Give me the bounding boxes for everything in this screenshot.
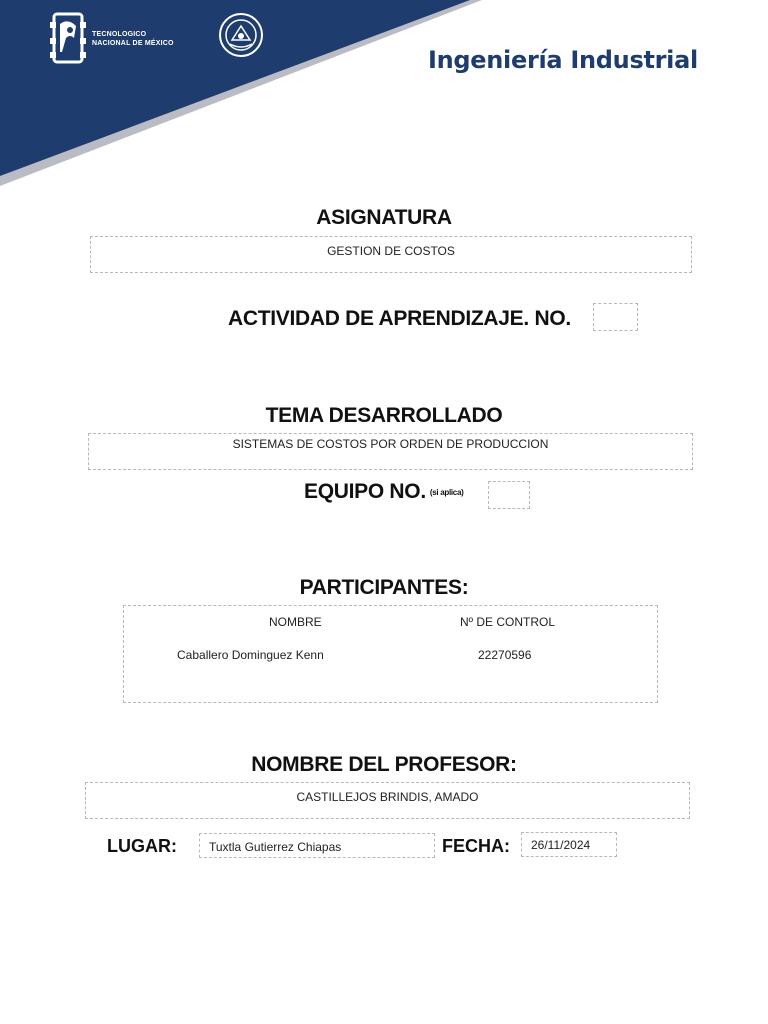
- participantes-heading: PARTICIPANTES:: [299, 576, 469, 599]
- asignatura-value: GESTION DE COSTOS: [327, 244, 455, 258]
- actividad-number-field[interactable]: [593, 303, 638, 331]
- asignatura-field[interactable]: [90, 236, 692, 273]
- institution-line-2: NACIONAL DE MÉXICO: [92, 40, 174, 47]
- tema-heading: TEMA DESARROLLADO: [265, 404, 503, 427]
- institution-name: [92, 30, 174, 48]
- lugar-value: Tuxtla Gutierrez Chiapas: [209, 840, 342, 854]
- participant-name: Caballero Dominguez Kenn: [177, 648, 324, 662]
- tecnm-logo-icon: [48, 8, 88, 68]
- tema-value: SISTEMAS DE COSTOS POR ORDEN DE PRODUCCION: [232, 437, 549, 451]
- asignatura-heading: ASIGNATURA: [316, 206, 452, 229]
- profesor-value: CASTILLEJOS BRINDIS, AMADO: [296, 790, 479, 804]
- institution-line-1: TECNOLOGICO: [92, 31, 147, 38]
- profesor-heading: NOMBRE DEL PROFESOR:: [251, 753, 517, 776]
- profesor-field[interactable]: [85, 782, 690, 819]
- lugar-label: LUGAR:: [107, 836, 177, 856]
- actividad-heading: ACTIVIDAD DE APRENDIZAJE. NO.: [228, 307, 571, 330]
- fecha-label: FECHA:: [442, 836, 510, 856]
- equipo-number-field[interactable]: [488, 481, 530, 509]
- participant-control-number: 22270596: [478, 648, 532, 662]
- fecha-value: 26/11/2024: [531, 838, 591, 852]
- actividad-number-value: [594, 304, 637, 311]
- institute-seal-icon: [218, 12, 264, 58]
- column-header-nombre: NOMBRE: [269, 615, 322, 629]
- column-header-control: Nº DE CONTROL: [460, 615, 556, 629]
- equipo-heading: [304, 480, 463, 504]
- tema-field[interactable]: [88, 433, 693, 470]
- career-title: Ingeniería Industrial: [428, 46, 698, 74]
- equipo-label: EQUIPO NO.: [304, 480, 426, 503]
- equipo-number-value: [489, 482, 529, 489]
- equipo-note: (si aplica): [429, 487, 464, 497]
